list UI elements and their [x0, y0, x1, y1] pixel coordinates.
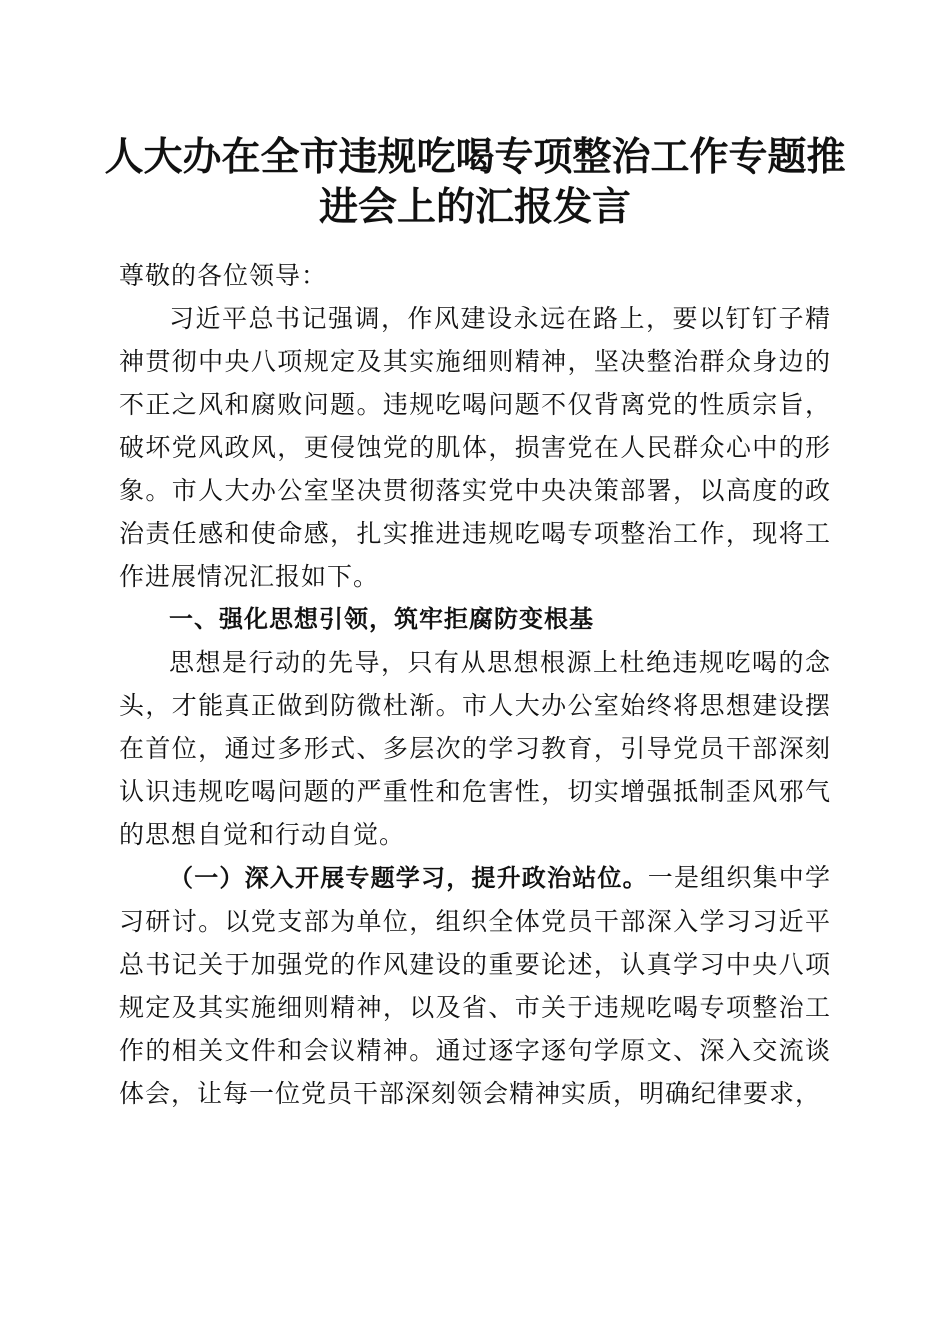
- document-body: [119, 254, 831, 1115]
- salutation: 尊敬的各位领导：: [119, 261, 328, 290]
- paragraph-intro: 习近平总书记强调，作风建设永远在路上，要以钉钉子精神贯彻中央八项规定及其实施细则精神，坚决整治群众身边的不正之风和腐败问题。违规吃喝问题不仅背离党的性质宗旨，破坏党风政风，更侵蚀党的肌体，损害党在人民群众心中的形象。市人大办公室坚决贯彻落实党中央决策部署，以高度的政治责任感和使命感，扎实推进违规吃喝专项整治工作，现将工作进展情况汇报如下。: [119, 304, 831, 591]
- subsection-heading-1: （一）深入开展专题学习，提升政治站位。: [169, 864, 648, 892]
- document-title: 人大办在全市违规吃喝专项整治工作专题推进会上的汇报发言: [104, 134, 846, 230]
- paragraph-subsection-1: [119, 856, 831, 1115]
- subsection-1-text: 一是组织集中学习研讨。以党支部为单位，组织全体党员干部深入学习习近平总书记关于加强党的作风建设的重要论述，认真学习中央八项规定及其实施细则精神，以及省、市关于违规吃喝专项整治工作的相关文件和会议精神。通过逐字逐句学原文、深入交流谈体会，让每一位党员干部深刻领会精神实质，明确纪律要求，: [119, 863, 831, 1108]
- section-heading-1: 一、强化思想引领，筑牢拒腐防变根基: [169, 605, 594, 633]
- paragraph-section-1: 思想是行动的先导，只有从思想根源上杜绝违规吃喝的念头，才能真正做到防微杜渐。市人大办公室始终将思想建设摆在首位，通过多形式、多层次的学习教育，引导党员干部深刻认识违规吃喝问题的严重性和危害性，切实增强抵制歪风邪气的思想自觉和行动自觉。: [119, 648, 831, 849]
